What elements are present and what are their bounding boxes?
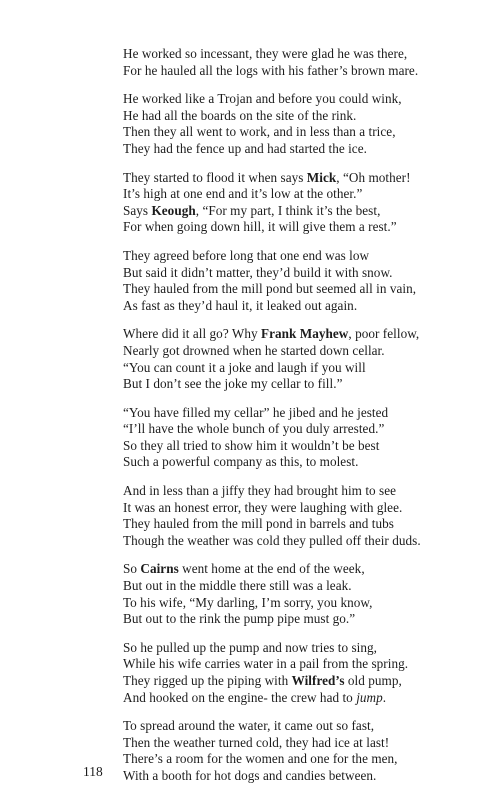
line-text: He had all the boards on the site of the rink. <box>123 107 357 123</box>
poem-line <box>123 421 493 438</box>
line-text: They started to flood it when says <box>123 169 307 185</box>
line-text: So <box>123 561 141 577</box>
poem-line <box>123 611 493 628</box>
line-text: went home at the end of the week, <box>178 561 365 577</box>
bold-name: Frank Mayhew <box>260 326 349 342</box>
poem-line <box>123 376 493 393</box>
line-text: It’s high at one end and it’s low at the other.” <box>123 186 363 202</box>
line-text: They rigged up the piping with <box>123 673 292 688</box>
poem-line <box>123 46 493 63</box>
poem-line <box>123 405 493 422</box>
line-text: They had the fence up and had started the ice. <box>123 140 367 156</box>
poem-line <box>123 108 493 125</box>
stanza <box>123 718 493 784</box>
page-number: 118 <box>83 764 103 779</box>
poem-line <box>123 343 493 360</box>
poem-line <box>123 219 493 236</box>
bold-name: Wilfred’s <box>291 673 345 688</box>
poem-line <box>123 63 493 80</box>
line-text: Such a powerful company as this, to molest. <box>123 454 359 470</box>
line-text: Then they all went to work, and in less than a trice, <box>123 124 396 140</box>
line-text: For he hauled all the logs with his father’s brown mare. <box>123 62 419 78</box>
line-text: Where did it all go? Why <box>123 326 261 342</box>
poem-line <box>123 500 493 517</box>
stanza <box>123 640 493 706</box>
bold-name: Mick <box>306 169 337 185</box>
line-text: . <box>382 689 387 705</box>
line-text: Nearly got drowned when he started down cellar. <box>123 342 385 358</box>
stanza <box>123 326 493 392</box>
poem-line <box>123 91 493 108</box>
poem-line <box>123 483 493 500</box>
stanza <box>123 170 493 236</box>
line-text: They hauled from the mill pond but seemed all in vain, <box>123 281 417 297</box>
line-text: To spread around the water, it came out so fast, <box>123 718 375 734</box>
poem-line <box>123 265 493 282</box>
line-text: He worked so incessant, they were glad he was there, <box>123 46 408 61</box>
poem-line <box>123 533 493 550</box>
line-text: They hauled from the mill pond in barrels and tubs <box>123 516 394 532</box>
poem-line <box>123 578 493 595</box>
stanza <box>123 91 493 157</box>
poem-line <box>123 186 493 203</box>
poem-line <box>123 735 493 752</box>
line-text: With a booth for hot dogs and candies between. <box>123 767 377 783</box>
line-text: , “Oh mother! <box>336 169 411 185</box>
stanza <box>123 248 493 314</box>
poem-line <box>123 438 493 455</box>
line-text: While his wife carries water in a pail from the spring. <box>123 656 409 672</box>
line-text: But I don’t see the joke my cellar to fill.” <box>123 376 343 392</box>
poem-line <box>123 673 493 690</box>
line-text: He worked like a Trojan and before you could wink, <box>123 91 402 107</box>
poem-line <box>123 690 493 707</box>
line-text: “I’ll have the whole bunch of you duly arrested.” <box>123 421 385 437</box>
line-text: , poor fellow, <box>348 326 420 342</box>
line-text: As fast as they’d haul it, it leaked out again. <box>123 297 358 313</box>
poem-line <box>123 516 493 533</box>
line-text: “You have filled my cellar” he jibed and he jested <box>123 404 389 420</box>
line-text: So they all tried to show him it wouldn’t be best <box>123 437 380 453</box>
stanza <box>123 46 493 79</box>
poem-line <box>123 298 493 315</box>
poem-line <box>123 561 493 578</box>
line-text: Says <box>123 202 152 218</box>
poem-line <box>123 203 493 220</box>
line-text: To his wife, “My darling, I’m sorry, you know, <box>123 594 373 610</box>
bold-name: Keough <box>151 202 196 218</box>
poem-line <box>123 360 493 377</box>
line-text: But out in the middle there still was a leak. <box>123 578 352 594</box>
poem-line <box>123 326 493 343</box>
poem-body <box>123 46 493 797</box>
line-text: “You can count it a joke and laugh if you will <box>123 359 366 375</box>
poem-line <box>123 141 493 158</box>
poem-line <box>123 718 493 735</box>
poem-line <box>123 768 493 785</box>
stanza <box>123 405 493 471</box>
poem-line <box>123 281 493 298</box>
stanza <box>123 561 493 627</box>
poem-line <box>123 248 493 265</box>
line-text: For when going down hill, it will give them a rest.” <box>123 219 397 235</box>
poem-line <box>123 595 493 612</box>
line-text: It was an honest error, they were laughing with glee. <box>123 499 403 515</box>
line-text: Then the weather turned cold, they had ice at last! <box>123 734 390 750</box>
stanza <box>123 483 493 549</box>
poem-line <box>123 751 493 768</box>
line-text: Though the weather was cold they pulled off their duds. <box>123 532 421 548</box>
line-text: old pump, <box>344 673 402 688</box>
line-text: There’s a room for the women and one for the men, <box>123 751 398 767</box>
line-text: They agreed before long that one end was low <box>123 247 370 263</box>
poem-line <box>123 170 493 187</box>
line-text: So he pulled up the pump and now tries to sing, <box>123 639 377 655</box>
line-text: But said it didn’t matter, they’d build it with snow. <box>123 264 393 280</box>
poem-line <box>123 454 493 471</box>
poem-line <box>123 124 493 141</box>
line-text: But out to the rink the pump pipe must go.” <box>123 611 356 627</box>
bold-name: Cairns <box>140 561 179 577</box>
italic-text: jump <box>356 689 383 705</box>
poem-line <box>123 656 493 673</box>
poem-line <box>123 640 493 657</box>
line-text: , “For my part, I think it’s the best, <box>195 202 381 218</box>
line-text: And in less than a jiffy they had brought him to see <box>123 483 397 499</box>
line-text: And hooked on the engine- the crew had to <box>123 689 357 705</box>
